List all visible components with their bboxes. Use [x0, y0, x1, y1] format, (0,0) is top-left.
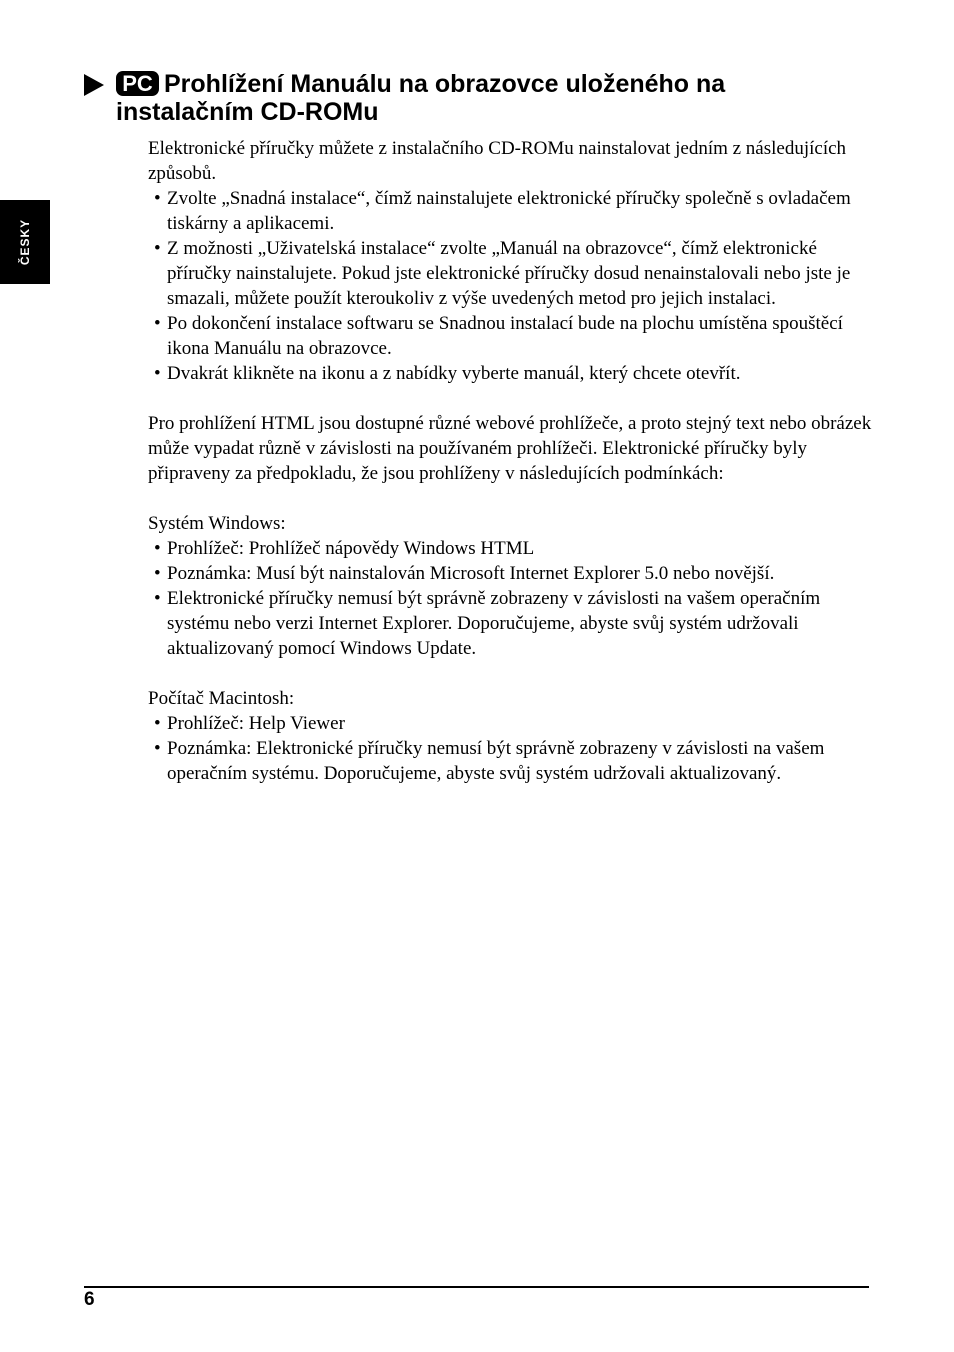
pc-badge-icon: PC: [116, 71, 159, 96]
macintosh-list: [148, 711, 878, 786]
triangle-arrow-icon: [84, 74, 104, 96]
language-side-tab: [0, 200, 50, 284]
list-item: • Zvolte „Snadná instalace“, čímž nainstalujete elektronické příručky společně s ovladačem tiskárny a aplikacemi.: [154, 188, 851, 234]
windows-title: Systém Windows:: [148, 513, 286, 534]
language-label: ČESKY: [18, 218, 32, 266]
intro-paragraph: Elektronické příručky můžete z instalačního CD-ROMu nainstalovat jedním z následujících způsobů.: [148, 138, 847, 184]
list-item: • Prohlížeč: Prohlížeč nápovědy Windows HTML: [154, 538, 535, 559]
heading-title-line1: Prohlížení Manuálu na obrazovce uloženého na: [164, 70, 726, 98]
list-item: • Z možnosti „Uživatelská instalace“ zvolte „Manuál na obrazovce“, čímž elektronické příručky nainstalujete. Pokud jste elektronické příručky dosud nenainstalovali nebo jste je smazali, můžete použít kteroukoliv z výše uvedených metod pro jejich instalaci.: [154, 238, 851, 309]
list-item: • Poznámka: Musí být nainstalován Microsoft Internet Explorer 5.0 nebo novější.: [154, 563, 775, 584]
list-item: • Prohlížeč: Help Viewer: [154, 713, 345, 734]
windows-list: [148, 536, 878, 661]
macintosh-title: Počítač Macintosh:: [148, 688, 295, 709]
body-text: [148, 136, 878, 786]
install-methods-list: [148, 186, 878, 386]
list-item: • Poznámka: Elektronické příručky nemusí být správně zobrazeny v závislosti na vašem operačním systému. Doporučujeme, abyste svůj systém udržovali aktualizovaný.: [154, 738, 825, 784]
browser-paragraph: Pro prohlížení HTML jsou dostupné různé webové prohlížeče, a proto stejný text nebo obrázek může vypadat různě v závislosti na používaném prohlížeči. Elektronické příručky byly připraveny za předpokladu, že jsou prohlíženy v následujících podmínkách:: [148, 413, 872, 484]
page-number: 6: [84, 1289, 95, 1310]
footer-divider: [84, 1286, 869, 1288]
list-item: • Elektronické příručky nemusí být správně zobrazeny v závislosti na vašem operačním systému nebo verzi Internet Explorer. Doporučujeme, abyste svůj systém udržovali aktualizovaný pomocí Windows Update.: [154, 588, 821, 659]
list-item: • Dvakrát klikněte na ikonu a z nabídky vyberte manuál, který chcete otevřít.: [154, 363, 741, 384]
heading-title-line2: instalačním CD-ROMu: [116, 98, 379, 126]
list-item: • Po dokončení instalace softwaru se Snadnou instalací bude na plochu umístěna spouštěcí ikona Manuálu na obrazovce.: [154, 313, 843, 359]
